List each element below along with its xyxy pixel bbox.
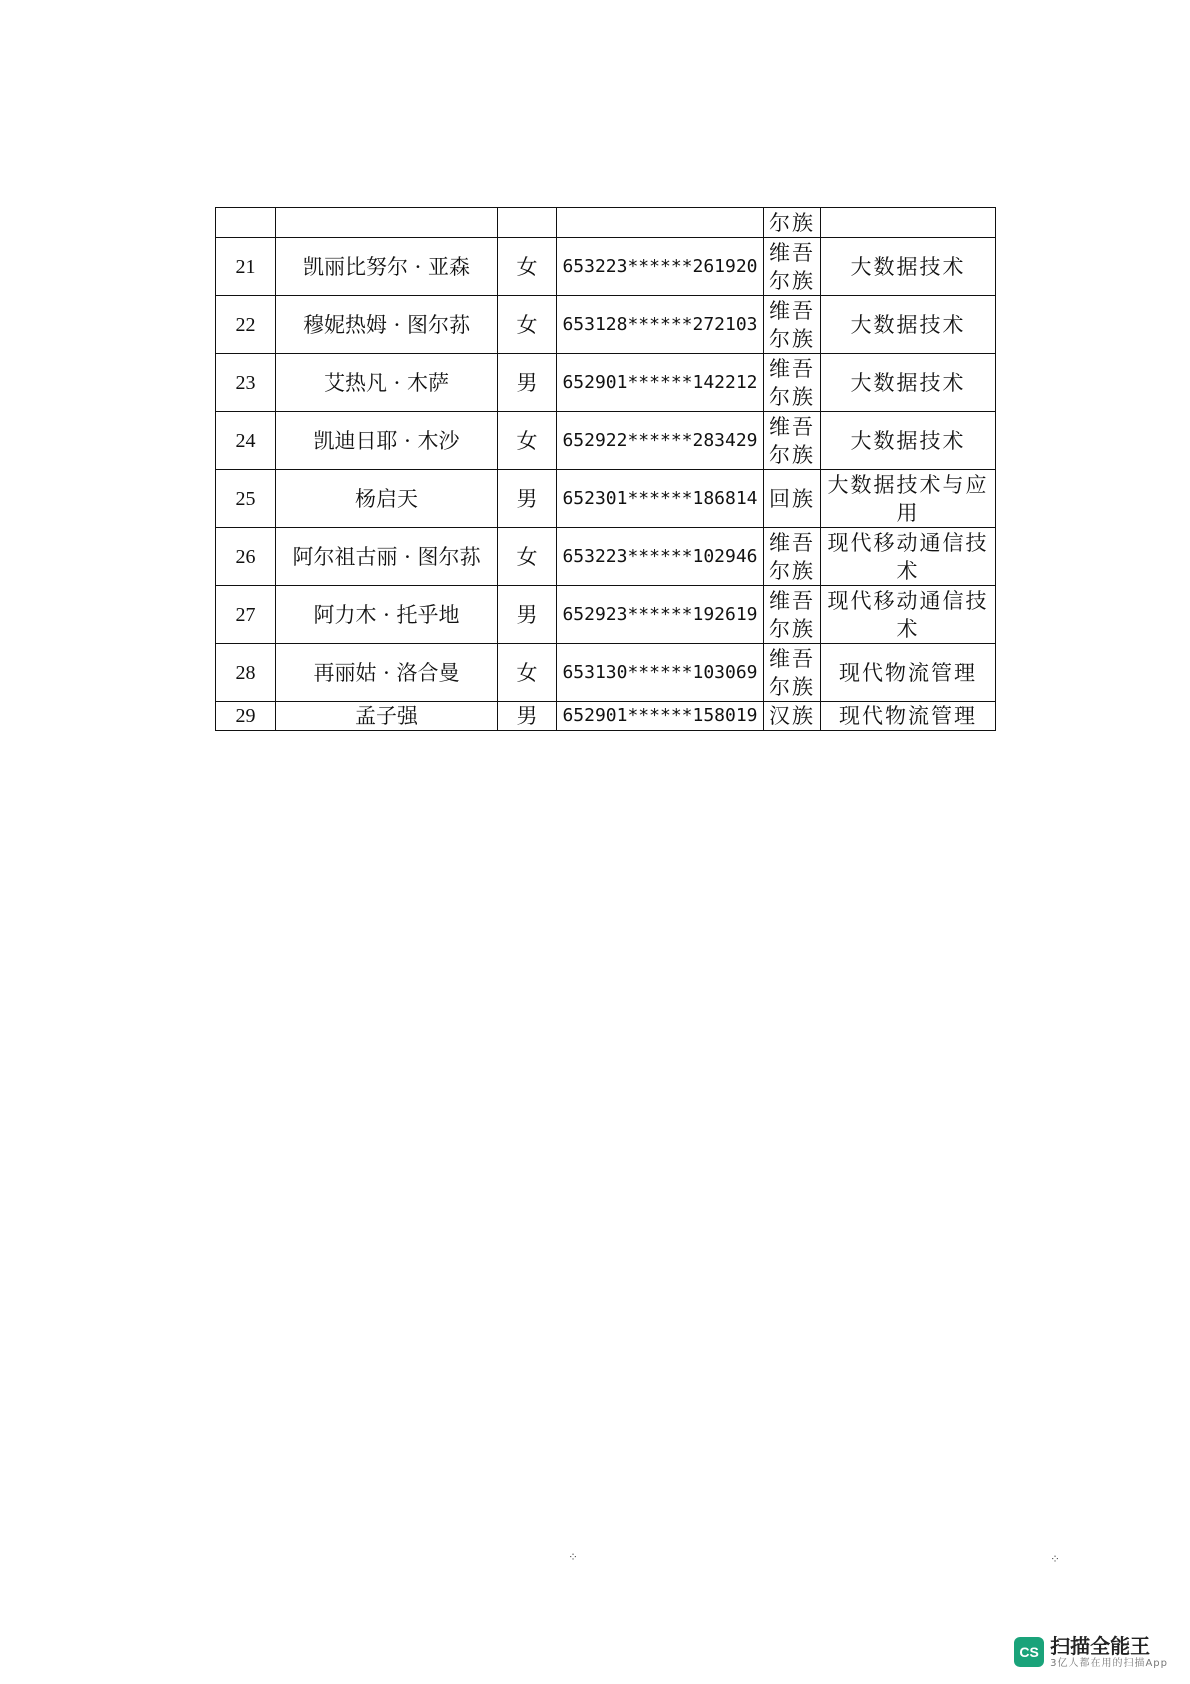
cell-no: 28 [216,644,276,702]
cell-gender: 女 [498,528,557,586]
table-row [216,528,996,586]
scan-speck-icon: ⁘ [1050,1552,1061,1566]
cell-id: 652901******158019 [557,702,764,731]
cell-name: 孟子强 [276,702,498,731]
cell-ethnicity: 维吾 尔族 [764,586,821,644]
cell-ethnicity: 回族 [764,470,821,528]
cell-id: 652923******192619 [557,586,764,644]
cell-no: 27 [216,586,276,644]
cell-gender: 男 [498,354,557,412]
cell-gender: 男 [498,586,557,644]
cell-major [821,208,996,238]
cell-ethnicity: 汉族 [764,702,821,731]
cell-id: 652301******186814 [557,470,764,528]
table-row [216,412,996,470]
cell-major: 大数据技术 [821,412,996,470]
cell-no: 24 [216,412,276,470]
table-row [216,238,996,296]
cell-name: 凯丽比努尔 · 亚森 [276,238,498,296]
cell-gender: 女 [498,644,557,702]
cell-id: 652901******142212 [557,354,764,412]
cell-ethnicity: 维吾 尔族 [764,296,821,354]
cell-major: 大数据技术 [821,296,996,354]
table-row [216,296,996,354]
table-row-continuation [216,208,996,238]
scan-speck-icon: ⁘ [568,1550,579,1564]
cell-gender: 男 [498,702,557,731]
cell-gender: 女 [498,238,557,296]
cell-name: 杨启天 [276,470,498,528]
cell-id: 653128******272103 [557,296,764,354]
watermark-title: 扫描全能王 [1050,1634,1151,1658]
cell-ethnicity: 维吾 尔族 [764,412,821,470]
cell-major: 现代物流管理 [821,644,996,702]
cell-no: 22 [216,296,276,354]
cell-no: 29 [216,702,276,731]
cell-major: 现代移动通信技 术 [821,528,996,586]
cell-id: 653223******102946 [557,528,764,586]
cell-id: 653223******261920 [557,238,764,296]
cell-gender [498,208,557,238]
table-row [216,702,996,731]
camscanner-logo-icon: CS [1014,1637,1044,1667]
watermark-subtitle: 3亿人都在用的扫描App [1050,1658,1168,1669]
cell-no: 21 [216,238,276,296]
cell-ethnicity: 维吾 尔族 [764,644,821,702]
cell-no: 23 [216,354,276,412]
cell-major: 现代移动通信技 术 [821,586,996,644]
table-row [216,586,996,644]
cell-name: 穆妮热姆 · 图尔荪 [276,296,498,354]
cell-no: 26 [216,528,276,586]
cell-id: 652922******283429 [557,412,764,470]
cell-gender: 男 [498,470,557,528]
table-row [216,644,996,702]
cell-no: 25 [216,470,276,528]
cell-name: 阿力木 · 托乎地 [276,586,498,644]
cell-name: 艾热凡 · 木萨 [276,354,498,412]
table-row [216,470,996,528]
cell-major: 大数据技术 [821,354,996,412]
cell-major: 大数据技术与应 用 [821,470,996,528]
cell-no [216,208,276,238]
cell-name [276,208,498,238]
cell-id [557,208,764,238]
cell-ethnicity: 尔族 [764,208,821,238]
student-roster-table [215,207,996,731]
scanner-watermark [1014,1634,1168,1670]
cell-ethnicity: 维吾 尔族 [764,238,821,296]
cell-gender: 女 [498,296,557,354]
cell-name: 凯迪日耶 · 木沙 [276,412,498,470]
cell-ethnicity: 维吾 尔族 [764,528,821,586]
cell-major: 现代物流管理 [821,702,996,731]
cell-name: 阿尔祖古丽 · 图尔荪 [276,528,498,586]
table-row [216,354,996,412]
cell-gender: 女 [498,412,557,470]
cell-id: 653130******103069 [557,644,764,702]
cell-ethnicity: 维吾 尔族 [764,354,821,412]
cell-name: 再丽姑 · 洛合曼 [276,644,498,702]
cell-major: 大数据技术 [821,238,996,296]
